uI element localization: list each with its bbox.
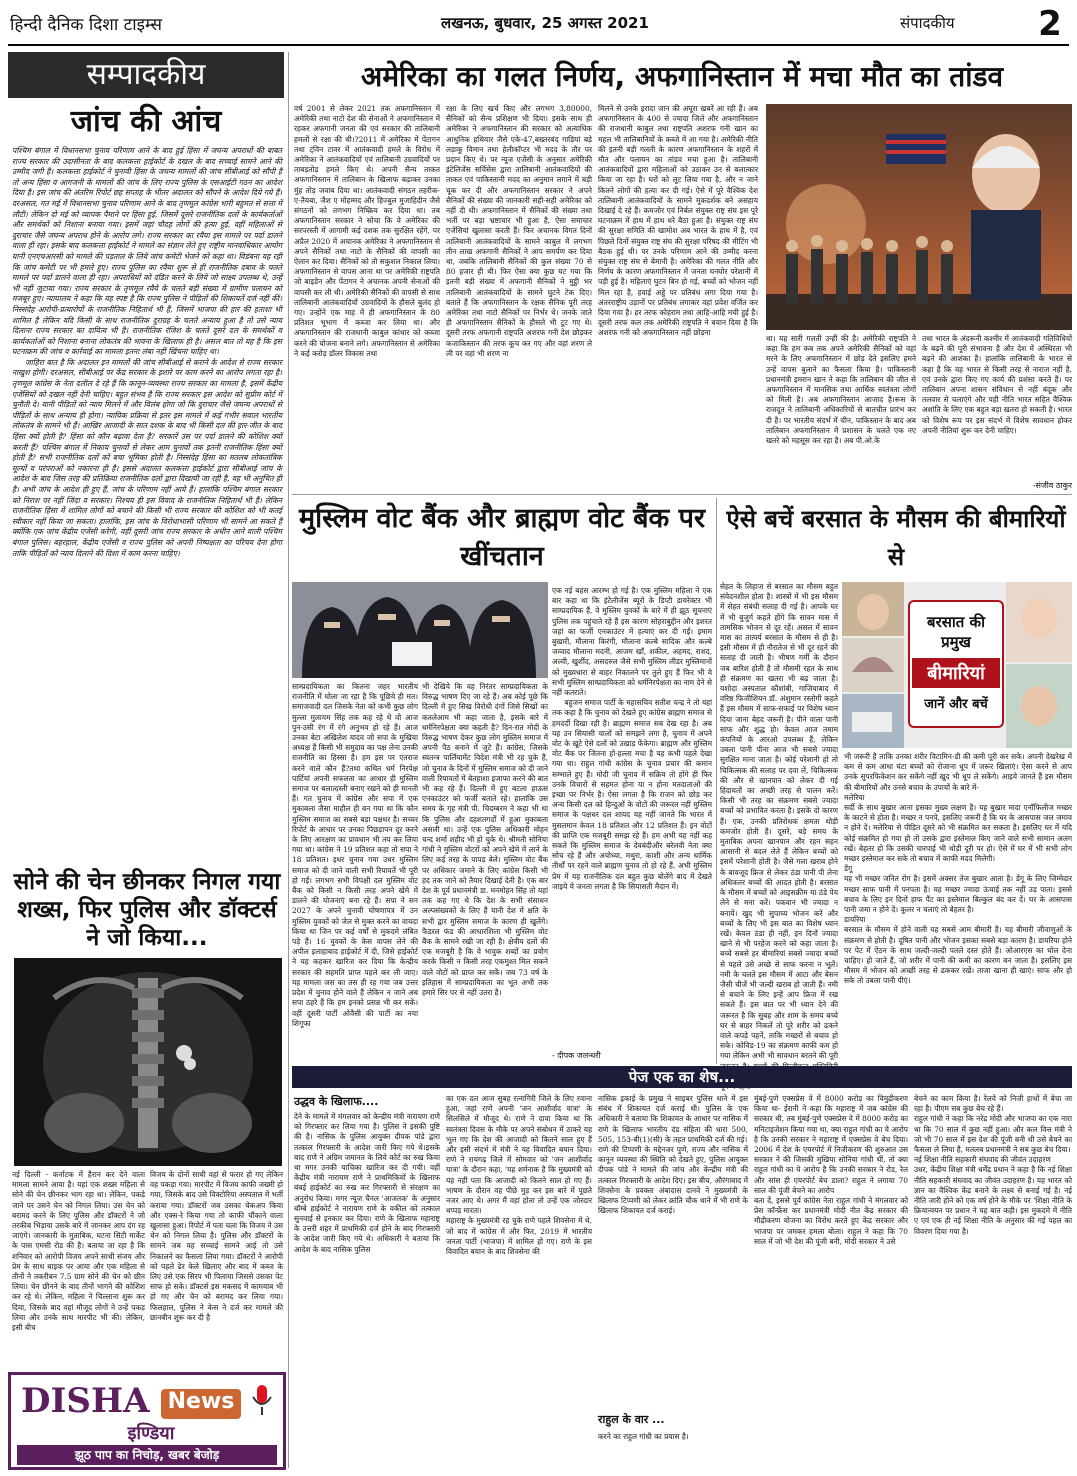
- editorial-banner: [8, 52, 284, 98]
- biden-taliban-illustration: [766, 104, 1072, 330]
- afghan-col2: रक्षा के लिए खर्च किए और लगभग 3,80000, सैनिकों को सैन्य प्रशिक्षण भी दिया। इसके साथ ही अमेरिका ने अफगानिस्तान की सरकार को अत्याधिक आधुनिक हथियार जैसे एके-47,बख्तरबंद गाड़ियां बड़े लड़ाकू विमान तथा हेलीकॉप्टर भी मदद के तौर पर प्रदान किए थे। पर न्यूज एजेंसी के अनुसार अमेरिकी इंटेलिजेंस सर्विसेस द्वारा तालिबानी आतंकवादियों की ताकत एवं पाकिस्तानी मदद का अनुमान लगाने में बड़ी चूक कर दी और अफगानिस्तान सरकार ने अपने सैनिकों की संख्या की जानकारी सही-सही अमेरिका को नहीं दी थी। अफगानिस्तान में सैनिकों की संख्या तथा भर्ती पर बड़ा भ्रष्टाचार भी हुआ है, ऐसा समाचार एजेंसियां खुलासा करती हैं। फिर अचानक विगत दिनों तालिबानी आतंकवादियों के सामने काबुल में लगभग तीन लाख अफगानी सैनिकों ने आप समर्पण कर दिया था, जबकि तालिबानी सैनिकों की कुल संख्या 70 से 80 हजार ही थी। फिर ऐसा क्या कुछ घट गया कि इतनी बड़ी संख्या में अफगानी सैनिकों ने मुट्ठी भर तालिबानी आतंकवादियों के सामने घुटने टेक दिए। बताते हैं कि अफगानिस्तान के रक्षक सैनिक पूरी तरह अमेरिका तथा नाटो सैनिकों पर निर्भर थे। जनके जाते ही अफगानिस्तान सैनिकों के हौसले भी टूट गए थे। दूसरी तरफ अफगानी राष्ट्रपति अशरफ गनी देश छोड़कर कजाकिस्तान की तरफ कूच कर गए और वहां शरण ले ली पर वहां भी शरण ना: [446, 104, 595, 358]
- continuation-banner-text: पेज एक का शेष...: [628, 1068, 736, 1086]
- continuation-col2: का एक दल आज सुबह रत्नागिरी जिले के लिए रवाना हुआ, जहां राणे अपनी 'जन आशीर्वाद यात्रा' के सिलसिले में मौजूद थे। राणे ने दावा किया था कि स्वतंत्रता दिवस के मौके पर अपने संबोधन में ठाकरे यह भूल गए कि देश की आजादी को कितने साल हुए हैं और इसी संदर्भ में मंत्री ने यह विवादित बयान दिया। राणे ने रायगढ़ जिले में सोमवार को 'जन आशीर्वाद यात्रा' के दौरान कहा, 'यह शर्मनाक है कि मुख्यमंत्री को यह नहीं पता कि आजादी को कितने साल हो गए हैं। भाषण के दौरान वह पीछे मुड़ कर इस बारे में पूछते नजर आए थे। अगर मैं वहां होता तो उन्हें एक जोरदार थप्पड़ मारता। महाराष्ट्र के मुख्यमंत्री रह चुके राणे पहले शिवसेना में थे, जो बाद में कांग्रेस में और फिर, 2019 में भारतीय जनता पार्टी (भाजपा) में शामिल हो गए। राणे के इस विवादित बयान के बाद शिवसेना की: [446, 1094, 592, 1257]
- monsoon-badge: [908, 600, 1004, 728]
- editorial-banner-text: सम्पादकीय: [86, 57, 206, 92]
- afghan-photo: [766, 104, 1072, 330]
- continuation-col5: बेचने का काम किया है। रेलवे को निजी हाथों में बेचा जा रहा है। पीएम सब कुछ बेच रहे हैं। राहुल गांधी ने कहा कि नरेंद्र मोदी और भाजपा का एक नारा था कि 70 साल में कुछ नहीं हुआ। और कल वित्त मंत्री ने जो भी 70 साल में इस देश की पूंजी बनी थी उसे बेचने का फैसला ले लिया है, मतलब प्रधानमंत्री ने सब कुछ बेच दिया। नई शिक्षा नीति सहकारी संघवाद की जीवंत उदाहरण उधर, केंद्रीय शिक्षा मंत्री धर्मेंद्र प्रधान ने कहा है कि नई शिक्षा नीति सहकारी संघवाद का जीवंत उदाहरण है। यह भारत को ज्ञान का वैश्विक केंद्र बनाने के लक्ष्य से बनाई गई है। नई नीति जारी होने को एक वर्ष होने के मौके पर 'शिक्षा नीति के क्रियान्वयन पर प्रधान ने यह बात कही। इस मुकदमे में नीति ए एवं एक ही नई शिक्षा नीति के अनुसार की गई पहल का विवरण दिया गया है।: [914, 1094, 1072, 1236]
- afghan-col1: वर्ष 2001 से लेकर 2021 तक अफगानिस्तान में अमेरिकी तथा नाटो देश की सेनाओं ने अफगानिस्तान में रहकर अफगानी जनता की एवं सरकार की तालिबानी हमलों से रक्षा की थी।?2011 में अमेरिका में पेंटागन तथा ट्विन टावर में आतंकवादी हमले के विरोध में अमेरिका ने आतंकवादियों एवं तालिबानी उग्रवादियों पर ताबड़तोड़ हमले किए थे। अपनी सैन्य ताकत अफगानिस्तान में तालिबान के खिलाफ बढ़ाकर उनका मुंह तोड़ जवाब दिया था। आतंकवादी संगठन तहरीक-ए-तैयबा, जैश ए मोहम्मद और हिज्बुल मुजाहिदीन जैसे संगठनों को लगभग निष्क्रिय कर दिया था। तब अफगानिस्तान सरकार ने सोचा कि वे अमेरिका की सरपरस्ती में आगामी कई दशक तक सुरक्षित रहेंगे, पर अप्रैल 2020 में अचानक अमेरिका ने अफगानिस्तान से अपने सैनिकों तथा नाटो के सैनिकों की वापसी का ऐलान कर दिया। सैनिकों को तो सकुशल निकाल लिया। अफगानिस्तान से वापस आना था पर अमेरिकी राष्ट्रपति जो बाइडेन और पेंटागन ने अचानक अपनी सेनाओं की वापसी कर ली थी। अमेरिकी सैनिकों की वापसी से साथ तालिबानी आतंकवादियों उग्रवादियों के हौसले बुलंद हो गए। उन्होंने एक माह में ही अफगानिस्तान के 80 प्रतिशत भूभाग में कब्जा कर लिया था। और अफगानिस्तान की राजधानी काबुल कांधार को कब्जा करने की योजना बनाने लगे। अफगानिस्तान से अमेरिका ने कई करोड़ डॉलर विकास तथा: [294, 104, 443, 358]
- rahul-intro: करने का राहुल गांधी का प्रयास है।: [598, 1432, 689, 1441]
- monsoon-graphic: [842, 582, 1072, 748]
- afghan-bottom-rule: [292, 494, 1072, 495]
- afghan-col5: तथा भारत के अंदरूनी कश्मीर में आतंकवादी गतिविधियों के बढ़ने की पूरी संभावना है और देश में अस्थिरता भी बढ़ने की आशंका है। हालांकि तालिबानी के भारत से कहा है कि यह भारत से किसी तरह से नाराज नहीं है, एवं उनके द्वारा किए गए कार्य की प्रशंसा करते हैं। पर तालिबान अपना शासन संविधान से नहीं बंदूक और तलवार से चलाएंगे और यही नीति भारत सहित वैश्विक अशांति के लिए एक बहुत बड़ा खतरा हो सकती है। भारत को विशेष रूप पर इस संदर्भ में विशेष सावधान होकर अपनी नीतियां शुरू कर देनी चाहिए।: [922, 334, 1075, 435]
- chain-story-headline: सोने की चेन छीनकर निगल गया शख्स, फिर पुलिस और डॉक्टर्स ने जो किया...: [13, 869, 281, 951]
- afghan-col3: मिलने से उनके इरादा जान की अघूरा खबरें आ रही हैं। अब अफगानिस्तान के 400 से ज्यादा जिले और अफगानिस्तान की राजधानी काबुल तथा राष्ट्रपति अशरफ गनी खान का महल भी तालिबानियों के कब्जे में आ गया है। अमेरिकी नीति की इतनी बड़ी गलती के कारण अफगानिस्तान के शहरों में मौत और पलायन का तांडव मचा हुआ है। तालिबानी आतंकवादियों द्वारा महिलाओं को उठाकर उन से बलात्कार किया जा रहा है। घरों को लूट लिया गया है, और न जाने कितने लोगों की हत्या कर दी गई। ऐसे में पूरे वैश्विक देश तालिबानी आतंकवादियों के सामने मूकदर्शक बने असहाय दिखाई दे रहे हैं। कमजोर एवं निर्बल संयुक्त राष्ट्र संघ इस पूरे घटनाक्रम में हाथ में हाथ धरे बैठा हुआ है। संयुक्त राष्ट्र संघ की सुरक्षा समिति की खामोश अब भारत के हाथ में है, एवं पिछले दिनों संयुक्त राष्ट्र संघ की सुरक्षा परिषद की मीटिंग भी बैठक हुई थी। पर उनके परिणाम आने की उम्मीद करना संयुक्त राष्ट्र संघ से बेमानी है। अमेरिका की गलत नीति और निर्णय के कारण अफगानिस्तान में जनता घनघोर परेशानी में पड़ी हुई है। महिलाएं घुटन बिन हो गई, बच्चों को भोजन नहीं मिल रहा है, हवाई अड्डे पर प्रतिबंध लगा दिया गया है। अंतरराष्ट्रीय उड़ानों पर प्रतिबंध लगाकर वहां प्रवेश वर्जित कर दिया गया है। हर तरफ कोहराम तथा आहि-आहि मची हुई है। दूसरी तरफ कल तक अमेरिकी राष्ट्रपति ने बयान दिया है कि अशरफ गनी को अफगानिस्तान नहीं छोड़ना: [598, 104, 761, 338]
- continuation-banner: [292, 1066, 1072, 1088]
- badge-line3: बीमारियां: [912, 658, 1000, 688]
- ad-tagline: झूठ पाप का निचोड़, खबर बेजोड़: [17, 1445, 277, 1465]
- masthead-rule: [8, 44, 1069, 46]
- continuation-col1: देने के मामले में मंगलवार को केन्द्रीय मंत्री नारायण राणे को गिरफ्तार कर लिया गया है। पुलिस ने इसकी पुष्टि की है। नासिक के पुलिस आयुक्त दीपक पांडे द्वारा तत्काल गिरफ्तारी के आदेश जारी किए गये थे।इसके बाद राणे ने अग्रिम जमानत के लिये कोर्ट का रुख किया था मगर उनकी याचिका खारिज कर दी गयी। वहीं केंद्रीय मंत्री नारायण राणे ने प्राथमिकियों के खिलाफ बंबई हाईकोर्ट का रुख कर गिरफ्तारी से संरक्षण का अनुरोध किया। मगर न्यूज चैनल 'आजतक' के अनुसार बॉम्बे हाईकोर्ट ने नारायण राणे के वकील को तत्काल सुनवाई से इनकार कर दिया। राणे के खिलाफ महाराष्ट्र के उत्तरी शहर में प्राथमिकी दर्ज होने के बाद गिरफ्तारी के आदेश जारी किए गये थे। अधिकारी ने बताया कि आदेश के बाद नासिक पुलिस: [294, 1112, 443, 1254]
- ad-brand-sub: इण्डिया: [127, 1423, 175, 1444]
- badge-line2: प्रमुख: [941, 633, 971, 651]
- monsoon-headline: ऐसे बचें बरसात के मौसम की बीमारियों से: [726, 505, 1066, 571]
- page-number: 2: [1038, 4, 1062, 44]
- vote-photo: [292, 582, 548, 678]
- column-rule-mid: [716, 498, 717, 1064]
- vote-col1: साम्प्रदायिकता का कितना जहर भारतीय राजनीति में घोला जा रहा है कि पूछिये ही मत। समाजवादी दल जिसके नेता को कभी कुछ लोग मुल्ला मुलायम सिंह तक कह रहे थे वो आज पुन-उसी रंग में रंगे अनुभव हो रहे हैं। आज उनका बेटा अखिलेश यादव जो सपा के मुखिया अध्यक्ष हैं किसी भी समुदाय का पक्ष लेना उनकी राजनीति का हिस्सा है। हम इस पर एतराज करने वाले कौन हैं?तथा कथित धर्म निरपेक्ष पार्टियां अपनी सफलता का आधार ही मुस्लिम समाज पर बलात्दस्ती बनाए रखने को ही मानती हैं। गत चुनाव में कांग्रेस और सपा में एक मुकाबला जैसा माहौल ही बन गया था कि कौन मुस्लिम समाज का सबसे बड़ा पक्षधर है। सच्चर रिपोर्ट के आधार पर उनका पिछड़ापन दूर करने के लिए आरक्षण का प्रावधान भी तय कर लिया गया था। कांग्रेस ने 19 प्रतिशत कहा तो सपा ने 18 प्रतिशत। इधर चुनाव गया उधर मुस्लिम समाज को दी जाने वाली सभी रियायतें भी पूरी हो गईं। लगभग सभी विपक्षी दल मुस्लिम वोट बैंक को किसी न किसी तरह अपने खेमे में डालने की योजनाएं बना रहे हैं। सपा ने सन 2027 के अपने चुनावी घोषणापत्र में उन मुस्लिम युवकों को जेल से मुक्त करने का वायदा किया था जिन पर कई वर्षों से मुकदमे लंबित पड़े हैं। 16 युवकों के केस वापस लेने की अपील इलाहाबाद हाईकोर्ट में दी, जिसे हाईकोर्ट ने यह कहकर खारिज कर दिया कि केन्द्रीय सरकार की सहमति प्राप्त पहले कर ली जाए। यह मामला जस का तस ही रह गया जब उत्तर प्रदेश में चुनाव होने वाले हैं लेकिन न जाने अब सपा ठहरे हैं कि हम इनको प्रसन्न भी कर सकें। वहीं दूसरी पार्टी ओवैसी की पार्टी का नया शिगूफा: [292, 682, 421, 1028]
- column-rule-left: [288, 52, 289, 1468]
- xray-illustration: [14, 958, 282, 1166]
- afghan-col4: था। यह सारी गलती उन्हीं की है। अमेरिकी राष्ट्रपति ने कहा कि हम कब तक अपने अमेरिकी सैनिकों को वहां मरने के लिए अफगानिस्तान में छोड़ देते इसलिए हमने उन्हें वापस बुलाने का फैसला किया है। पाकिस्तानी प्रधानमंत्री इमरान खान ने कहा कि तालिबान की जीत से अफगानिस्तान में मानसिक तथा आर्थिक स्वतंत्रता लोगों को मिली है। अब अफगानिस्तान आजाद है।रूस के राजदूत ने तालिबानी अधिकारियों से बातचीत प्रारंभ कर दी है। पर भारतीय संदर्भ में चीन, पाकिस्तान के बाद अब तालिबान अफगानिस्तान में प्रशासन के चलते एक नए खतरे को महसूस कर रहा है। अब पी.ओ.के: [766, 334, 919, 446]
- monsoon-col2: भी जरूरी है ताकि उनका शरीर विटामिन-डी की कमी पूरी कर सके। अपनी देखरेख में कम से कम आधा घंटा बच्चों को रोजाना धूप में जरूर खिलाएं। ऐसा करने से आप उनके सुपरफिकेशन कर सकेंगे नहीं खुद भी धूप ले सकेंगे। आइये जानते हैं इस मौसम की बीमारियों और उनसे बचाव के उपायों के बारे में- मलेरिया सर्दी के साथ बुखार आना इसका मुख्य लक्षण है। यह बुखार मादा एनॉफिलीज मच्छर के काटने से होता है। मच्छर न पनपे, इसलिए जरूरी है कि घर के आसपास जल जमाव न होने दें। मलेरिया से पीड़ित दूसरे को भी संक्रमित कर सकता है। इसलिए घर में यदि कोई संक्रमित हो गया हो तो उसके द्वारा इस्तेमाल किए जाने वाले सभी सामान अलग रखें। बेहतर हो कि उसकी चारपाई भी थोड़ी दूरी पर हो। ऐसे में घर में भी सभी लोग मच्छर इस्तेमाल कर सके तो बचाव में काफी मदद मिलेगी। डेंगू यह भी मच्छर जनित रोग है। इसमें अक्सर तेज बुखार आता है। डेंगू के लिए जिम्मेदार मच्छर साफ पानी में पनपता है। यह मच्छर ज्यादा ऊंचाई तक नहीं उड़ पाता। इससे बचाव के लिए इन दिनों हाफ पैंट का इस्तेमाल बिल्कुल बंद कर दें। घर के आसपास पानी जमा न होने दें। कूलर न चलाएं तो बेहतर है। डायरिया बरसात के मौसम में होने वाली यह सबसे आम बीमारी है। यह बीमारी जीवाणुओं के संक्रमण से होती है। दूषित पानी और भोजन इसका सबसे बड़ा कारण है। डायरिया होने पर पेट में ऐंठन के साथ जल्दी-जल्दी पतले दस्त होते हैं। ओआरएस का घोल देना चाहिए। हो जाते हैं, जो शरीर में पानी की कमी का कारण बन जाता है। इसलिए इस मौसम में भोजन को अच्छी तरह से ढककर रखें। ताजा खाना ही खाएं। साफ और हो सके तो उबला पानी पीएं।: [844, 752, 1072, 986]
- masthead: [0, 0, 1077, 46]
- section-label: संपादकीय: [900, 14, 955, 32]
- continuation-col4: मुंबई-पुणे एक्सप्रेस वे में 8000 करोड़ का विमुद्रीकरण किया था- ईरानी ने कहा कि महाराष्ट्र में जब कांग्रेस की सरकार थी, तब मुंबई-पुणे एक्सप्रेस वे में 8000 करोड़ का मनिटाइजेशन किया गया था, क्या राहुल गांधी का ये आरोप है कि उनकी सरकार ने महाराष्ट्र में एक्सप्रेस वे बेच दिया। 2006 में देश के एयरपोर्ट में निजीकरण की शुरुआत उस सरकार ने की जिसकी मुखिया सोनिया गांधी थीं, तो क्या राहुल गांधी का ये आरोप है कि उनकी सरकार ने रोड, रेल और सांस ही एयरपोर्ट बेच डाला? राहुल ने लगाया 70 साल की पूंजी बेचने का आरोप बता दें, इससे पूर्व कांग्रेस नेता राहुल गांधी ने मंगलवार को प्रेस कॉन्फ्रेंस कर प्रधानमंत्री मोदी नीत केंद्र सरकार की मौद्रीकरण योजना का विरोध करते हुए केंद्र सरकार और भाजपा पर जमकर हमला बोला। राहुल ने कहा कि 70 साल में जो भी देश की पूंजी बनी, मोदी सरकार ने उसे: [754, 1094, 908, 1246]
- ad-brand-news: News: [161, 1389, 241, 1419]
- editorial-title: जांच की आंच: [70, 104, 222, 139]
- mic-icon: [247, 1383, 277, 1417]
- vote-col2: भी देखिये कि वह निरंतर साम्प्रदायिकता के विरुद्ध भाषण दिए जा रहे हैं। अब कोई पूछे कि दिल्ली में हुए सिख विरोधी दंगों जिसे सिखों का कतलेआम भी कहा जाता है, इसके बारे में धर्मनिरपेक्षता क्या कहती है? दिन-रात मोदी के विरुद्ध भाषण देकर कुछ लोग मुस्लिम समाज में अपनी पैठ बनाने में जुटे हैं। कांग्रेस, जिसके स्वतन्त्र पार्लियामेंट विदेश मंत्री भी रह चुके हैं, जो चुनाव के दिनों में मुस्लिम समाज को दी जाने वाली रियायतों में बेतहाशा इजाफा करने की बात भी कह रहे हैं। दिल्ली में हुए बटला हाऊस एनकाउंटर को फर्जी बताते रहे। हालांकि उस समय के गृह मंत्री पी. चिदम्बरम ने कहा भी था कि पुलिस और दहशतगर्दों में हुआ मुकाबला असली था। उन्हें एक पुलिस अधिकारी मोहन चन्द शर्मा शहीद भी हो चुके थे। श्रीमती सोनिया गांधी ने मुस्लिम वोटरों को अपने खेमे में लाने के लिए कई तरह के पापड़ बेले। मुस्लिम वोट बैंक पर अधिकार जमाने के लिए कांग्रेस किसी भी हद तक जाने को तैयार दिखाई देती है। एक बार देश के पूर्व प्रधानमंत्री डा. मनमोहन सिंह तो यहां तक कह गए थे कि देश के सभी संसाधन अल्पसंख्यकों के लिए हैं यानी देश में क्षति के सभी द्वार मुस्लिम समाज के कारण ही खुलेंगे। फैडरल फंड की आधारशिला भी मुस्लिम वोट बैंक के सामने रखी जा रही है। क्षेत्रीय दलों की एक मजबूरी है कि वे भावुक शब्दों का प्रयोग करके किसी न किसी तरह एकमुश्त मिल सकने वाले वोटों को प्राप्त कर सकें। जब 73 वर्ष के इतिहास में साम्प्रदायिकता का भूत अभी तक हमारे सिर पर से नहीं उतरा है।: [422, 682, 551, 998]
- badge-line4: जानें और बचें: [924, 697, 988, 712]
- badge-line1: बरसात की: [927, 613, 985, 631]
- uddhav-title: उद्धव के खिलाफ....: [294, 1095, 379, 1108]
- monsoon-col1: सेहत के लिहाज से बरसात का मौसम बहुत संवेदनशील होता है। शास्त्रों में भी इस मौसम में सेहत संबंधी सलाह दी गई है। आपके घर में भी बुजुर्ग कहते होंगे कि सावन मास में तामसिक भोजन से दूर रहें। असल में सावन मास का तात्पर्य बरसात के मौसम से ही है। इसी मौसम में ही नौरातेज से भी दूर रहने की सलाह दी जाती है। भीषण गर्मी के दौरान जब बारिश होती है तो मौसमी रहत के साथ ही संक्रमण का खतरा भी बढ़ जाता है। यशोदा अस्पताल कौशांबी, गाजियाबाद में वरिष्ठ फिजीशियन डॉ. अंशुमान रस्तोगी कहते हैं इस मौसम में साफ-सफाई पर विशेष ध्यान दिया जाना बेहद जरूरी है। पीने वाला पानी साफ और शुद्ध हो। केवल आज तमाम कंपनियों के आरओ उपलब्ध हैं, लेकिन उबला पानी पीना आज भी सबसे ज्यादा सुरक्षित माना जाता है। कोई परेशानी हो तो चिकित्सक की सलाह पर दवा लें, चिकित्सक की और से खानपान को लेकर दी गई हिदायतों का अच्छी तरह से पालन करें। किसी भी तरह का संक्रमण सबसे ज्यादा बच्चों को प्रभावित करता है। इसके दो कारण हैं। एक, उनकी प्रतिरोधक क्षमता थोड़ी कमजोर होती है। दूसरे, बड़े समय के मुताबिक अपना खानपान और रहन सहन आसानी से बदल लेते हैं लेकिन बच्चों को इसमें परेशानी होती है। जैसे गला खराब होने के बावजूद फ्रिज से लेकर ठंडा पानी पी लेना अधिकतर बच्चों की आदत होती है। बरसात के मौसम में बच्चों को आइसक्रीम या ठंडे पेय लेने से मना करें। पकवान भी ज्यादा न बनायें। खुद भी सुपाच्य भोजन करें और बच्चों के लिए भी इस बात का विशेष ध्यान रखें। केवल ठंडा ही नहीं, इन दिनों ज्यादा खाने से भी परहेज करने को कहा जाता है। बच्चे सबसे हर बीमारियां सबसे ज्यादा बच्चों से पहले उसे अच्छे से साफ करना न भूलें। नमी के चलते इस मौसम में आटा और बेसन जैसी चीजें भी जल्दी खराब हो जाती हैं। नमी से बचाने के लिए इन्हें आप फ्रिज में रख सकते हैं। इस बात पर भी ध्यान देने की जरूरत है कि सुबह और शाम के समय बच्चे घर से बाहर निकलें तो पूरे शरीर को ढकने वाले कपड़े पहनें, ताकि मच्छरों से बचाव हो सके। कोविड-19 का संक्रमण काफी कम हो गया लेकिन अभी भी सावधान बरतने की पूरी: [720, 582, 838, 1061]
- editorial-body: पश्चिम बंगाल में विधानसभा चुनाव परिणाम आने के बाद हुई हिंसा में जघन्य अपराधों की बाबत राज्य सरकार की उदासीनता के बाद कलकत्ता हाईकोर्ट के दखल के बाद सच्चाई सामने आने की उम्मीद जगी है। कलकत्ता हाईकोर्ट ने चुनावी हिंसा के जघन्य मामलों की जांच सीबीआई को सौंपी है तो अन्य हिंसा व आगजनी के मामलों की जांच के लिए राज्य पुलिस के एसआईटी गठन का आदेश दिया है। इस जांच की अंतरिम रिपोर्ट छह सप्ताह के भीतर अदालत को सौंपने के आदेश दिये गये हैं। दरअसल, गत मई में विधानसभा चुनाव परिणाम आने के बाद तृणमूल कांग्रेस भारी बहुमत से सत्ता में लौटी। लेकिन दो मई को व्यापक पैमाने पर हिंसा हुई, जिसमें दूसरे राजनीतिक दलों के कार्यकर्ताओं और समर्थकों को निशाना बनाया गया। इसमें जहां चौदह लोगों की हत्या हुई, वहीं महिलाओं से दुराचार जैसे जघन्य अपराध होने के आरोप लगे। राज्य सरकार का रवैया इस मामले पर पर्दा डालने वाला ही रहा। इसके बाद कलकत्ता हाईकोर्ट ने मामले का संज्ञान लेते हुए राष्ट्रीय मानवाधिकार आयोग यानी एनएचआरसी को मामले की पड़ताल के लिये जांच कमेटी भेजने को कहा था। विडंबना यह रही कि जांच कमेटी पर भी हमले हुए। राज्य पुलिस का रवैया शुरू से ही राजनीतिक दबाव के चलते मामले पर पर्दा डालने वाला ही रहा। अपराधियों को दंडित करने के लिये जो साक्ष्य उपलब्ध थे, उन्हें भी नहीं जुटाया गया। राज्य सरकार के तृणमूल रवैये के चलते बड़ी संख्या में ग्रामीण पलायन को मजबूर हुए। न्यायालय ने कहा कि यह स्पष्ट है कि राज्य पुलिस ने पीड़ितों की शिकायतें दर्ज नहीं कीं। निस्संदेह आरोपी-प्रत्यारोपों के राजनीतिक निहितार्थ भी हैं, जिसमें भाजपा की हार की हताशा भी शामिल है लेकिन यदि किसी के साथ राजनीतिक दुराग्रह के चलते अन्याय हुआ है तो उसे न्याय दिलाना राज्य सरकार का दायित्व भी है। राजनीतिक रंजिश के चलते दूसरे दल के समर्थकों व कार्यकर्ताओं को निशाना बनाना लोकतंत्र की भावना के खिलाफ ही है। असल बात तो यह है कि इस घटनाक्रम की जांच व कार्रवाई का मामला इतना लंबा नहीं खिंचना चाहिए था। जाहिरा बात है कि अदालत इन मामलों की जांच सीबीआई से कराने के आदेश से राज्य सरकार नाखुश होगी। दरअसल, सीबीआई पर केंद्र सरकार के इशारे पर काम करने का आरोप लगता रहा है। तृणमूल कांग्रेस के नेता दलील दे रहे हैं कि कानून-व्यवस्था राज्य सरकार का मामला है, इसमें केंद्रीय एजेंसियों को दखल नहीं देनी चाहिए। बहुत संभव है कि राज्य सरकार इस आदेश को सुप्रीम कोर्ट में चुनौती दे। यानी पीड़ितों को न्याय मिलने में और विलंब होगा जो कि दुराचार जैसे जघन्य अपराधों से पीड़ितों के साथ अन्याय ही होगा। न्यायिक प्रक्रिया से इतर इस मामले में कई गंभीर सवाल भारतीय लोकतंत्र के सामने भी हैं। आखिर आजादी के सात दशक के बाद भी किसी दल की हार-जीत के बाद हिंसा क्यों होती है? हिंसा को कौन बढ़ावा देता है? सरकारें उस पर पर्दा डालने की कोशिश क्यों करती हैं? पश्चिम बंगाल में निकाय चुनावों से लेकर आम चुनावों तक इतनी राजनीतिक हिंसा क्यों होती है? सभी राजनीतिक दलों को बचा भूमिका होती है। निस्संदेह हिंसा का मतलब लोकतांत्रिक मूल्यों व परंपराओं को नकारना ही है। इससे अदालत कलकत्ता हाईकोर्ट द्वारा सीबीआई जांच के आदेश के बाद जिस तरह की प्रतिक्रिया राजनीतिक दलों द्वारा दिखायी जा रही है, वह भी अनुचित ही है। अभी जांच के आदेश ही हुए हैं, जांच के परिणाम नहीं आये हैं। हालांकि पश्चिम बंगाल सरकार को निराश पर नहीं जिंदा व सरकार। निश्चय ही इस विवाद के राजनीतिक निहितार्थ भी हैं। लेकिन राजनीतिक हिंसा में शामिल लोगों को बचाने की किसी भी राज्य सरकार की कोशिश को भी कतई स्वीकार नहीं किया जा सकता। हालांकि, इस जांच के विरोधाभासी परिणाम भी सामने आ सकते हैं क्योंकि एक जांच केंद्रीय एजेंसी करेगी, वहीं दूसरी जांच राज्य सरकार के अधीन आने वाली पश्चिम बंगाल पुलिस। बहरहाल, केंद्रीय एजेंसी व राज्य पुलिस को अपनी निष्पक्षता का परिचय देना होगा ताकि पीड़ितों को न्याय दिलाने की दिशा में काम करना चाहिए।: [12, 146, 282, 558]
- afghan-byline: -संजीव ठाकुर: [1032, 481, 1072, 490]
- ad-brand-main: DISHA: [21, 1381, 150, 1421]
- vote-headline: मुस्लिम वोट बैंक और ब्राह्मण वोट बैंक पर खींचतान: [298, 503, 706, 572]
- vote-byline: - दीपक जलन्धरी: [552, 1051, 601, 1060]
- afghan-headline: अमेरिका का गलत निर्णय, अफगानिस्तान में मचा मौत का तांडव: [360, 60, 1004, 93]
- women-voters-illustration: [292, 582, 548, 678]
- disha-news-ad[interactable]: [8, 1372, 286, 1470]
- rahul-title: राहुल के वार ...: [598, 1413, 665, 1426]
- vote-col3: एक नई बहस आरम्भ हो गई है। एक मुस्लिम महिला ने एक बार कहा था कि इंटेलीजेंस ब्यूरो के डिप्टी डायरेक्टर भी साम्प्रदायिक हैं, वे मुस्लिम युवकों के बारे में ही झूठ सूचनाएं पुलिस तक पहुंचाते रहे हैं इस कारण सोहराबुद्दीन और इशरत जहां का फर्जी एनकाउंटर में हत्याएं कर दी गईं। इमाम बुखारी, मौलाना किरंगी, मौलाना कल्बे सादिक और कल्बे जव्वाद मौलाना मदनी, आजम खाँ, शकील, अहमद, राशद, अल्वी, खुर्शीद, असदरुल जैसे सभी मुस्लिम लीडर मुस्लिमानों को मुख्यधारा से बाहर निकालने पर तुले हुए हैं फिर भी ये सभी मुस्लिम साम्प्रदायिकता को धर्मनिरपेक्षता का नाम देने से नहीं कतराते। बहुजन समाज पार्टी के महासचिव सतीश चन्द्र ने तो यहां तक कहा है कि चुनाव को देखते हुए कांग्रेस ब्राह्मण समाज से हमदर्दी दिखा रही है। ब्राह्मण समाज सब देख रहा है। अब यह उन सियासी चालों को समझने लगा है, चुनाव में अपने वोट के खूटे ऐसे दलों को उखाड़ फेंकेगा। ब्राह्मण और मुस्लिम वोट बैंक पर जितना हो-हल्ला मचा है यह कभी पहले देखा गया था। राहुल गांधी कांग्रेस के चुनाव प्रचार की कमान सम्भाले हुए हैं। मोदी जी चुनाव में सक्रिय तो होंगे ही फिर उनके विचारों से सहमत होना या न होना मतदाताओं की इच्छा पर निर्भर है। ऐसा लगता है कि राजन को छोड़ कर अन्य किसी दल को हिन्दुओं के वोटों की जरूरत नहीं मुस्लिम समाज के पक्षधर दल शायद यह नहीं जानते कि भारत में मुसलमान केवल 18 प्रतिशत और 12 प्रतिशत हैं। इन वोटों की प्राप्ति एक मजबूरी समझ रहे हैं। हम अभी यह नहीं कह सकते कि मुस्लिम समाज के देवबंदीऔर बरेलवी नेता क्या सोच रहे हैं और अयोध्या, मथुरा, काशी और अन्य धार्मिक तीर्थों पर रहने वाले ब्राह्मण चुनाव तो हो रहे हैं, अभी मुस्लिम प्रेम में यह राजनीतिक दल बहुत कुछ बोलेंगे बाद में देखते जाइये ये जनता लगता है कि सियासती मैदान में।: [552, 586, 712, 891]
- paper-name: हिन्दी दैनिक दिशा टाइम्स: [10, 15, 162, 35]
- chain-story-col2: विजय के दोनों साथी वहां से फरार हो गए लेकिन वह पकड़ा गया। मारपीट में विजय काफी जख्मी हो गया, जिसके बाद उसे विक्टोरिया अस्पताल में भर्ती कराया गया। डॉक्टरों जब उसका चेकअप किया और एक्स-रे किया गया तो काफी चौंकाने वाला खुलासा हुआ। रिपोर्ट में पता चला कि विजय ने उस चेन को निगल लिया है। पुलिस और डॉक्टरों के सामने जब यह सच्चाई सामने आई तो उसे निकालने का फैसला लिया गया। डॉक्टरों ने आरोपी को पहले ढेर केले खिलाए और बाद में कब्ज के लिए उसे एक सिरप भी पिलाया जिससे उसका पेट साफ हो सके। डॉक्टर्स इस मकसद में कामयाब भी हो गए और चेन को बरामद कर लिया गया। फिलहाल, पुलिस ने केस ने दर्ज कर मामले की छानबीन शुरू कर दी है: [150, 1170, 286, 1322]
- chain-story-col1: नई दिल्ली - कर्नाटक में हैरान कर देने वाला मामला सामने आया है। यहां एक शख्स महिला से सोने की चेन छीनकर भाग रहा था। लेकिन, पकड़े जाने पर उसने चेन को निगल लिया। उस चेन को बरामद करने के लिए पुलिस और डॉक्टरों ने जो तरकीब भिड़ाया उसके बारे में जानकर आप दंग रह जाएंगे। जानकारी के मुताबिक, घटना सिटी मार्केट के पास एमसी रोड की है। बताया जा रहा है कि शनिवार को आरोपी विजय अपने साथी संजय और प्रेम के साथ बाइक पर आया और एक महिला से तीनों ने तकरीबन 7.5 ग्राम सोने की चेन को छीन लिया। चेन छीनने के बाद तीनों भागने की कोशिश कर रहे थे। लेकिन, महिला ने चिल्लाना शुरू कर दिया, जिसके बाद वहां मौजूद लोगों ने उन्हें पकड़ लिया और उनके साथ मारपीट भी की। लेकिन, इसी बीच: [12, 1170, 148, 1333]
- xray-image: [14, 958, 282, 1166]
- dateline: लखनऊ, बुधवार, 25 अगस्त 2021: [441, 14, 649, 32]
- continuation-col3: नासिक इकाई के प्रमुख ने साइबर पुलिस थाने में इस संबंध में शिकायत दर्ज कराई थी। पुलिस के एक अधिकारी ने बताया कि शिकायत के आधार पर नासिक में राणे के खिलाफ भारतीय दंड संहिता की धारा 500, 505, 153-बी(1)(सी) के तहत प्राथमिकी दर्ज की गई। राणे की टिप्पणी के मद्देनजर पुणे, राज्य और नासिक में कानून व्यवस्था की स्थिति को देखते हुए, पुलिस आयुक्त दीपक पांडे ने मामले की जांच और केन्द्रीय मंत्री की तत्काल गिरफ्तारी के आदेश दिए। इस बीच, औरंगाबाद में शिवसेना के प्रवक्ता अंबादास दानवे ने मुख्यमंत्री के खिलाफ टिप्पणी को लेकर क्रांति चौक थाने में भी राणे के खिलाफ शिकायत दर्ज कराई।: [598, 1094, 749, 1216]
